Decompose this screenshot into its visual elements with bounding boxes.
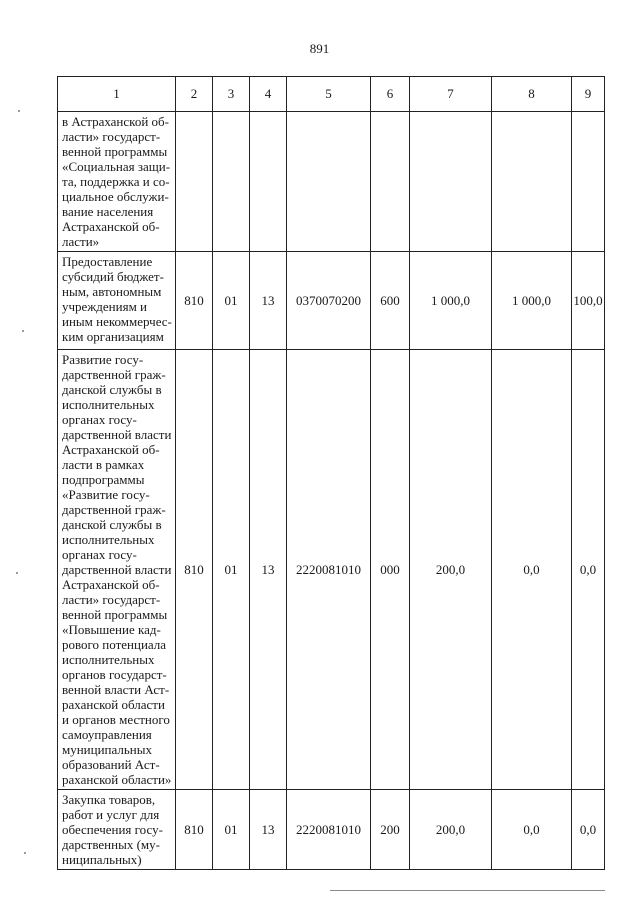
header-row <box>58 77 605 112</box>
description-line: дарственной власти <box>62 562 172 577</box>
description-line: иным некоммерчес- <box>62 314 172 329</box>
description-line: ласти в рамках <box>62 457 145 472</box>
scan-speck <box>24 852 26 854</box>
percent-cell: 0,0 <box>572 350 605 790</box>
amount-col7-cell: 200,0 <box>410 790 492 870</box>
table-row <box>58 112 605 252</box>
description-line: подпрограммы <box>62 472 145 487</box>
row-description <box>58 252 176 350</box>
description-line: учреждениям и <box>62 299 148 314</box>
page-number: 891 <box>309 41 330 56</box>
subsection-cell: 13 <box>250 252 287 350</box>
target-article-cell: 2220081010 <box>287 350 371 790</box>
header-cell: 1 <box>58 77 176 112</box>
description-line: венной власти Аст- <box>62 682 170 697</box>
subsection-cell: 13 <box>250 790 287 870</box>
header-cell: 2 <box>176 77 213 112</box>
percent-cell: 100,0 <box>572 252 605 350</box>
header-cell: 7 <box>410 77 492 112</box>
admin-code-cell: 810 <box>176 790 213 870</box>
description-line: Закупка товаров, <box>62 792 156 807</box>
description-line: ниципальных) <box>62 852 142 867</box>
expense-type-cell <box>371 112 410 252</box>
description-line: ласти» государст- <box>62 129 161 144</box>
description-line: исполнительных <box>62 652 155 667</box>
amount-col8-cell: 1 000,0 <box>492 252 572 350</box>
expense-type-cell: 200 <box>371 790 410 870</box>
description-line: дарственной граж- <box>62 502 166 517</box>
footer-rule <box>330 890 605 891</box>
description-line: исполнительных <box>62 532 155 547</box>
expense-type-cell: 600 <box>371 252 410 350</box>
scan-speck <box>22 330 24 332</box>
description-line: в Астраханской об- <box>62 114 169 129</box>
table-row <box>58 350 605 790</box>
description-line: Астраханской об- <box>62 219 160 234</box>
section-cell <box>213 112 250 252</box>
description-line: Развитие госу- <box>62 352 144 367</box>
description-line: дарственных (му- <box>62 837 160 852</box>
description-line: циальное обслужи- <box>62 189 169 204</box>
subsection-cell: 13 <box>250 350 287 790</box>
description-line: муниципальных <box>62 742 153 757</box>
table-row <box>58 790 605 870</box>
description-line: дарственной власти <box>62 427 172 442</box>
row-description <box>58 112 176 252</box>
row-description <box>58 790 176 870</box>
percent-cell: 0,0 <box>572 790 605 870</box>
description-line: и органов местного <box>62 712 170 727</box>
section-cell: 01 <box>213 252 250 350</box>
percent-cell <box>572 112 605 252</box>
subsection-cell <box>250 112 287 252</box>
scan-speck <box>16 572 18 574</box>
description-line: исполнительных <box>62 397 155 412</box>
description-line: образований Аст- <box>62 757 160 772</box>
scan-speck <box>18 110 20 112</box>
description-line: раханской области <box>62 697 165 712</box>
amount-col7-cell <box>410 112 492 252</box>
admin-code-cell: 810 <box>176 350 213 790</box>
description-line: ким организациям <box>62 329 164 344</box>
description-line: ласти» государст- <box>62 592 161 607</box>
description-line: вание населения <box>62 204 154 219</box>
amount-col8-cell <box>492 112 572 252</box>
header-cell: 5 <box>287 77 371 112</box>
section-cell: 01 <box>213 790 250 870</box>
description-line: данской службы в <box>62 517 162 532</box>
budget-table <box>57 76 605 870</box>
description-line: рового потенциала <box>62 637 167 652</box>
description-line: органах госу- <box>62 412 137 427</box>
description-line: органах госу- <box>62 547 137 562</box>
section-cell: 01 <box>213 350 250 790</box>
description-line: работ и услуг для <box>62 807 160 822</box>
table-row <box>58 252 605 350</box>
row-description <box>58 350 176 790</box>
header-cell: 3 <box>213 77 250 112</box>
header-cell: 8 <box>492 77 572 112</box>
description-line: данской службы в <box>62 382 162 397</box>
header-cell: 4 <box>250 77 287 112</box>
description-line: Астраханской об- <box>62 577 160 592</box>
description-line: субсидий бюджет- <box>62 269 164 284</box>
description-line: Астраханской об- <box>62 442 160 457</box>
description-line: венной программы <box>62 607 168 622</box>
amount-col7-cell: 1 000,0 <box>410 252 492 350</box>
amount-col7-cell: 200,0 <box>410 350 492 790</box>
description-line: органов государст- <box>62 667 167 682</box>
header-cell: 6 <box>371 77 410 112</box>
description-line: та, поддержка и со- <box>62 174 170 189</box>
admin-code-cell: 810 <box>176 252 213 350</box>
description-line: «Развитие госу- <box>62 487 150 502</box>
amount-col8-cell: 0,0 <box>492 790 572 870</box>
description-line: обеспечения госу- <box>62 822 163 837</box>
description-line: венной программы <box>62 144 168 159</box>
target-article-cell <box>287 112 371 252</box>
header-cell: 9 <box>572 77 605 112</box>
target-article-cell: 2220081010 <box>287 790 371 870</box>
description-line: Предоставление <box>62 254 153 269</box>
expense-type-cell: 000 <box>371 350 410 790</box>
amount-col8-cell: 0,0 <box>492 350 572 790</box>
description-line: «Социальная защи- <box>62 159 171 174</box>
description-line: самоуправления <box>62 727 152 742</box>
description-line: раханской области» <box>62 772 172 787</box>
description-line: дарственной граж- <box>62 367 166 382</box>
description-line: ным, автономным <box>62 284 162 299</box>
description-line: «Повышение кад- <box>62 622 161 637</box>
target-article-cell: 0370070200 <box>287 252 371 350</box>
description-line: ласти» <box>62 234 100 249</box>
admin-code-cell <box>176 112 213 252</box>
